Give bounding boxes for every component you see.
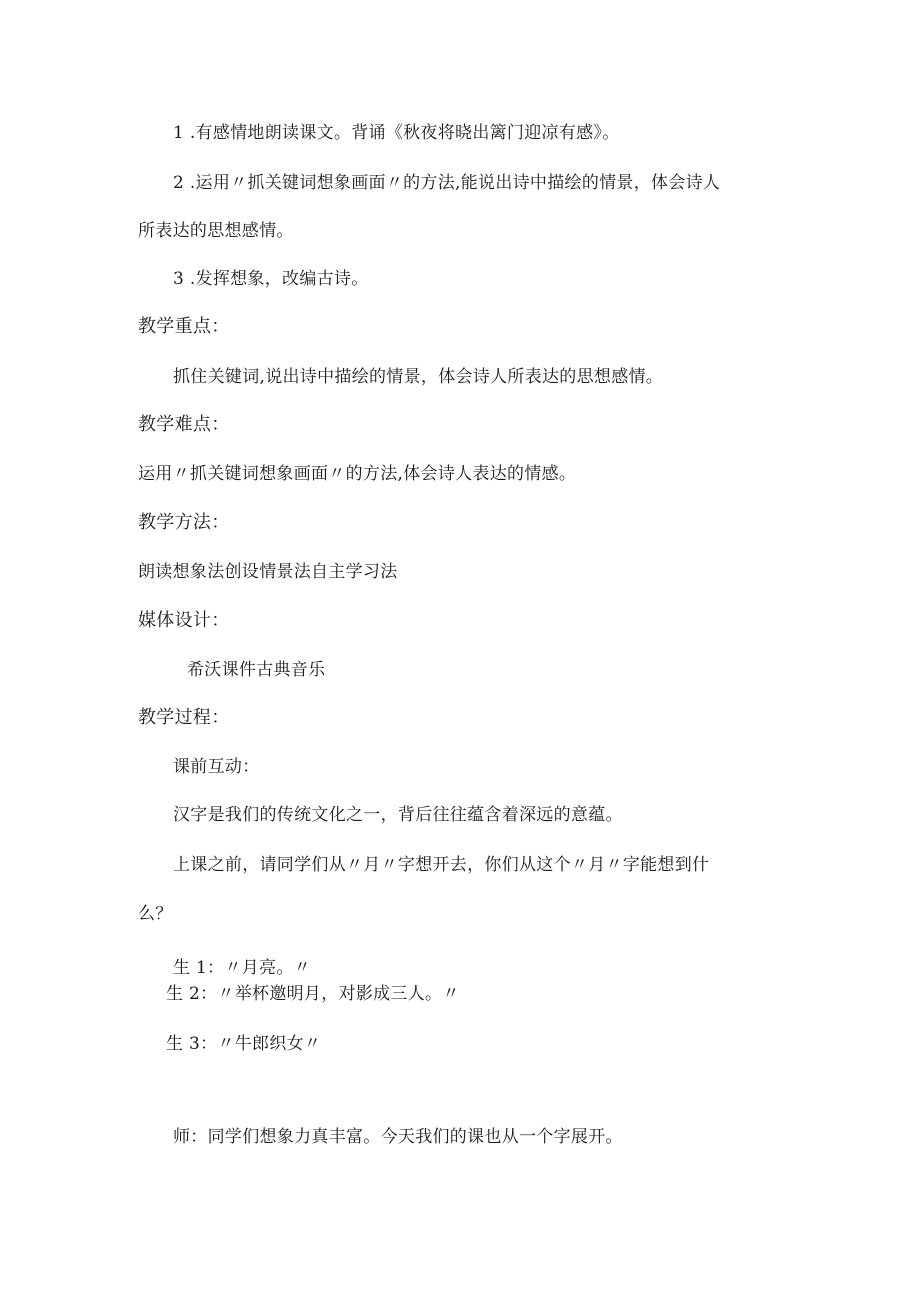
student-2-answer: 生 2：〃举杯邀明月，对影成三人。〃	[166, 984, 460, 1004]
student-1-answer: 生 1：〃月亮。〃	[173, 958, 311, 978]
objective-3: 3 .发挥想象，改编古诗。	[173, 269, 369, 289]
difficulty-text: 运用〃抓关键词想象画面〃的方法,体会诗人表达的情感。	[138, 464, 577, 484]
process-paragraph-1: 汉字是我们的传统文化之一，背后往往蕴含着深远的意蕴。	[173, 805, 623, 825]
method-heading: 教学方法：	[138, 512, 230, 533]
difficulty-heading: 教学难点：	[138, 414, 230, 435]
key-point-text: 抓住关键词,说出诗中描绘的情景，体会诗人所表达的思想感情。	[173, 367, 664, 387]
key-point-heading: 教学重点：	[138, 316, 230, 337]
media-text: 希沃课件古典音乐	[187, 660, 326, 680]
process-paragraph-2-continued: 么？	[138, 904, 173, 924]
method-text: 朗读想象法创设情景法自主学习法	[138, 562, 398, 582]
process-paragraph-2: 上课之前，请同学们从〃月〃字想开去，你们从这个〃月〃字能想到什	[173, 855, 710, 875]
objective-2: 2 .运用〃抓关键词想象画面〃的方法,能说出诗中描绘的情景，体会诗人	[173, 173, 721, 193]
objective-2-continued: 所表达的思想感情。	[138, 221, 294, 241]
objective-1: 1 .有感情地朗读课文。背诵《秋夜将晓出篱门迎凉有感》。	[173, 123, 620, 143]
media-heading: 媒体设计：	[138, 610, 230, 631]
process-heading: 教学过程：	[138, 707, 230, 728]
pre-class-label: 课前互动：	[173, 757, 260, 777]
teacher-remark: 师：同学们想象力真丰富。今天我们的课也从一个字展开。	[173, 1127, 623, 1147]
student-3-answer: 生 3：〃牛郎织女〃	[166, 1034, 322, 1054]
